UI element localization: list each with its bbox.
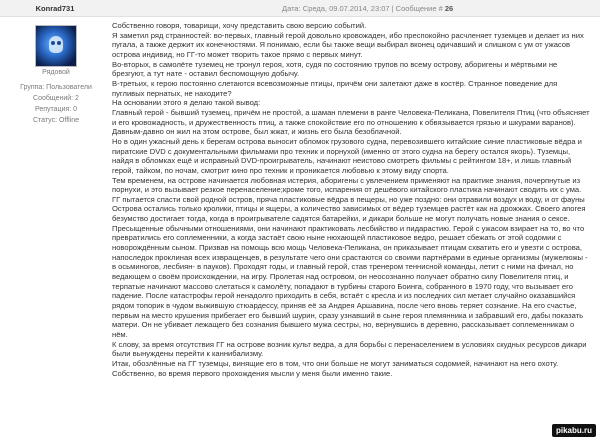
post-paragraph: Собственно говоря, товарищи, хочу представить свою версию событий. xyxy=(112,21,367,30)
post-paragraph: Я заметил ряд странностей: во-первых, главный герой довольно кровожаден, ибо преспокойно расчленяет туземцев и делает из них пугала, а также держит их конечностями. Я понимаю, если бы также вещи выбирал вконец одичавший и слишком с ум от ужасов острова индивид, но ГГ-то может творить такое прямо с первых минут. xyxy=(112,30,584,59)
pikabu-watermark: pikabu.ru xyxy=(552,424,596,437)
author-rank: Рядовой xyxy=(42,69,70,76)
author-messages: Сообщений: 2 xyxy=(33,95,79,102)
post-date: Дата: Среда, 09.07.2014, 23:07 | Сообщение # xyxy=(282,3,443,13)
post-paragraph: Итак, обозлённые на ГГ туземцы, винящие его в том, что они больше не могут заниматься содомией, начинают на него охоту. Собственно, во время первого прохождения мысли у меня были именно такие. xyxy=(112,358,559,378)
post-paragraph: К слову, за время отсутствия ГГ на острове возник культ ведра, а для борьбы с перенаселением в условиях скудных ресурсов дикари были вынуждены перейти к каннибализму. xyxy=(112,339,587,359)
author-reputation: Репутация: 0 xyxy=(34,106,78,113)
post-paragraph: Главный герой - бывший туземец, причём не простой, а шаман племени в ранге Человека-Пеликана, Повелителя Птиц (что объясняет и его кровожадность, и дружественность птиц, а также спокойствие его по отношению к обвязывается грязью и шкурами варанов). Давным-давно он жил на этом острове, был жжат, и жизнь его была безоблачной. xyxy=(112,107,590,137)
post-paragraph: Но в один ужасный день к берегам острова выносит обломок грузового судна, перевозившего китайские синие пластиковые вёдра и пиратские DVD с документальными фильмами про техник и порнухой (именно от этого судна на берегу остался якорь). Туземцы, найдя в обломках ещё и исправный DVD-проигрыватель, начинают неистово смотреть фильмы с рейтингом 18+, и лишь главный герой, тайком, по ночам, смотрит кино про техник и проникается любовью к этому виду спорта. xyxy=(112,136,582,175)
post-paragraph: В-третьих, к герою постоянно слетаются всевозможные птицы, причём они залетают даже в костёр. Странное поведение для пугливых пернатых, не находите? xyxy=(112,78,558,98)
author-group: Группа: Пользователи xyxy=(20,84,92,91)
author-status: Статус: Offline xyxy=(32,117,80,124)
post-header xyxy=(0,0,600,17)
skull-icon xyxy=(49,36,63,53)
post-paragraph: Во-вторых, в самолёте туземец не тронул героя, хотя, судя по состоянию трупов по всему острову, аборигены и мёртвыми не брезгуют, а тут нате - оставил беспомощную добычу. xyxy=(112,59,558,79)
author-name-link[interactable]: Konrad731 xyxy=(35,3,75,13)
post-number-link[interactable]: 26 xyxy=(444,3,454,13)
post-paragraph: На основании этого я делаю такой вывод: xyxy=(112,98,261,108)
avatar[interactable] xyxy=(35,25,77,67)
post-body xyxy=(112,21,590,378)
post-paragraph: Тем временем, на острове начинается любовная истерия, аборигены с увлечением применяют на практике знания, почерпнутые из порнухи, и это вызывает резкое перенаселение;кроме того, испарения от дешёвого китайского пластика начинают сводить их с ума. ГГ пытается спасти свой родной остров, пряча пластиковые вёдра в пещеры, но уже поздно: они отравили воздух и воду, и от фауны Острова остались только кролики, птицы и ящеры, а количество зависимых от вёдер туземцев растёт как на дрожжах. Своего апогея безумство достигает тогда, когда в проигрывателе садятся батарейки, и дикари больше не могут получать новые знания о сексе. Пресыщенные обычными отношениями, они начинают практиковать лесбийство и пидарастию. Герой с ужасом взирает на то, во что превратились его соплеменники, а когда застаёт свою ныне нюхающей пластиковое ведро, решает сбежать от этой содомии с новорождённым сыном. Призвав на помощь всю мощь Человека-Пеликана, он приказывает птицам схватить его и увезти с острова, напоследок проклиная всех извращенцев, в результате чего они срастаются со своими партнёрами в единые организмы (мужелюжы - в осьминогов, лесбиян- в пауков). Проходят годы, и главный герой, став тренером теннисной команды, летит с ними на финал, но ведающем о своём происхождении, на игру. Пролетая над островом, он неосознанно получает обратно силу Повелителя птиц, и терпатые начинают массово слетаться к самолёту, попадают в турбины старого Боинга, собранного в 1970 году, что вызывает его падение. После катастрофы герой ненадолго приходить в себя, встаёт с кресла и из последних сил метает случайно оказавшийся рядом топорик в чудом выжившую стюардессу, приняв её за Андрея Аршавина, после чего вновь теряет сознание. На его счастье, первым на место крушения прибегает его бывший шурин, сразу узнавший в сыне героя племянника и забравший его, дабы показать матери. Он не убивает лежащего без сознания бывшего мужа сестры, но, вернувшись в деревню, рассказывает соплеменникам о нём. xyxy=(112,175,588,339)
post-meta xyxy=(110,4,600,13)
author-sidebar xyxy=(0,17,112,126)
